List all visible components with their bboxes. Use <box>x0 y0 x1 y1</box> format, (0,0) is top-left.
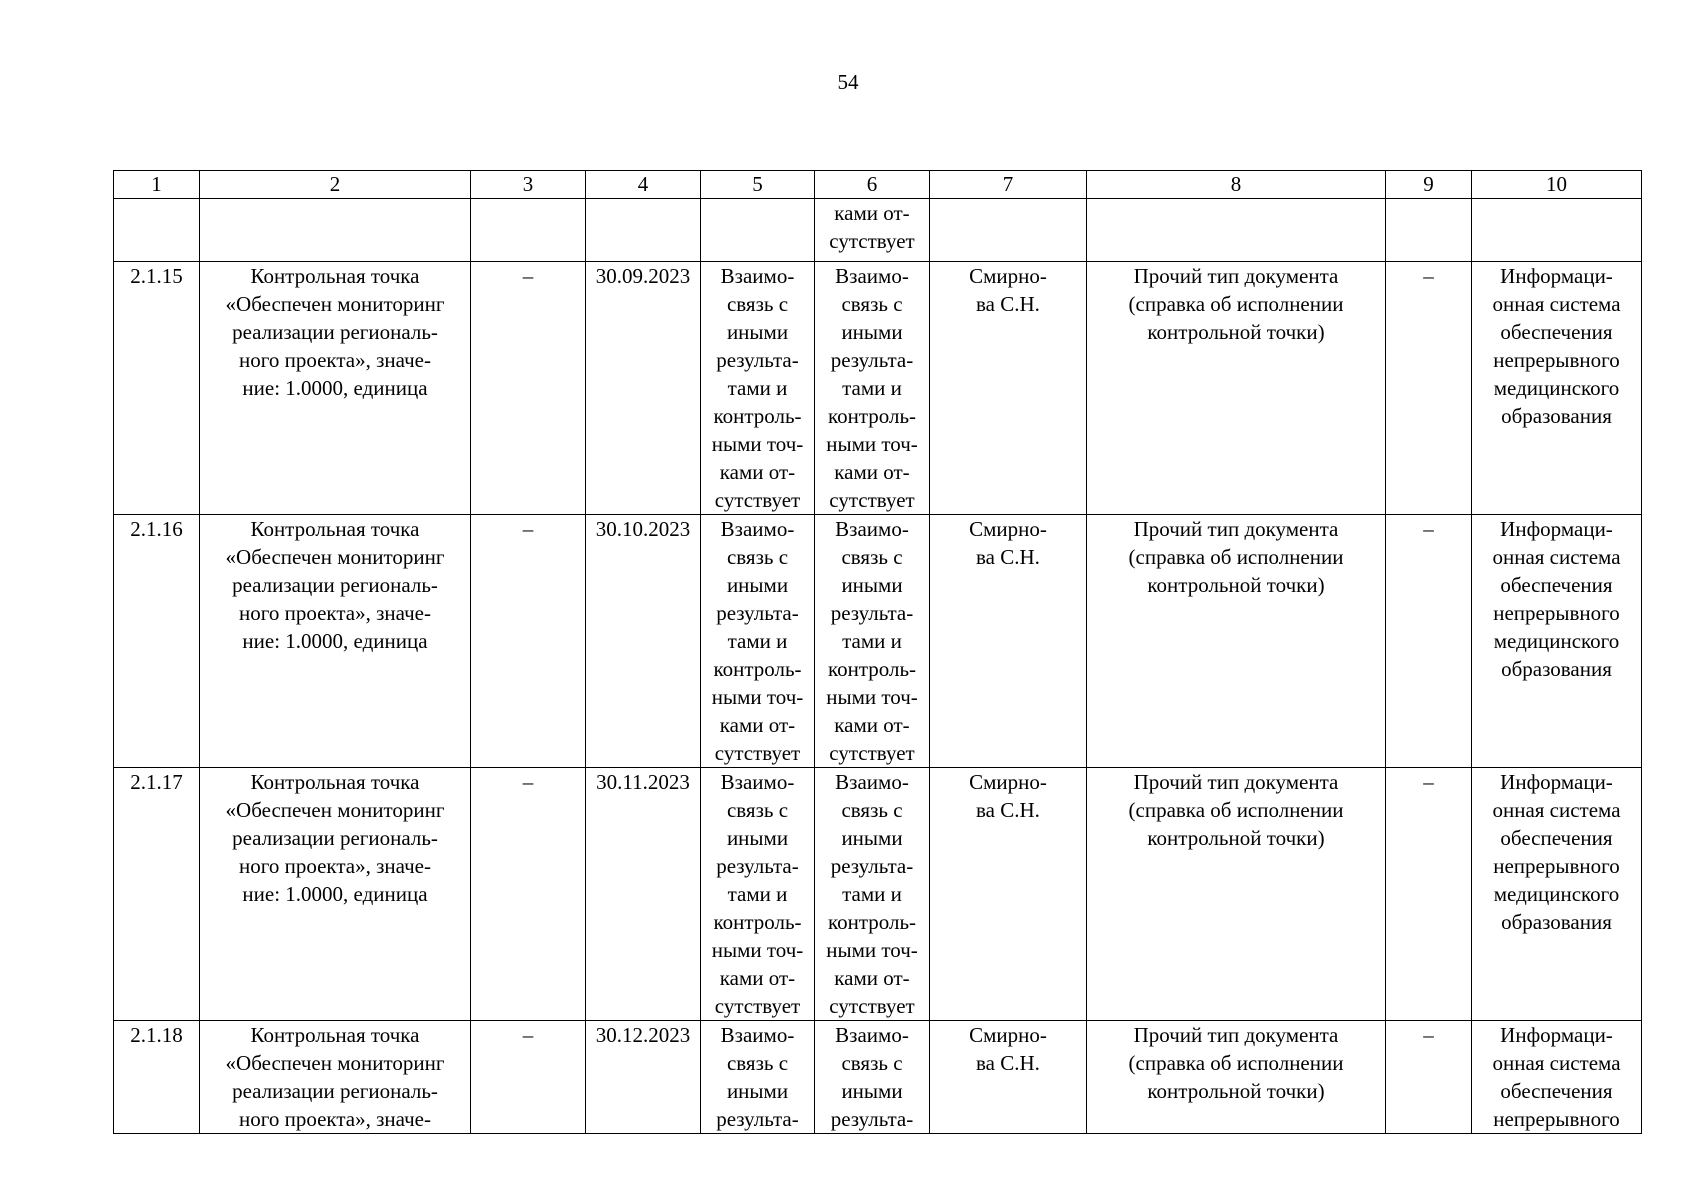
document-type: Прочий тип документа (справка об исполнении контрольной точки) <box>1087 1021 1386 1134</box>
table-cell <box>930 199 1087 262</box>
responsible-person: Смирно- ва С.Н. <box>930 262 1087 515</box>
responsible-person: Смирно- ва С.Н. <box>930 515 1087 768</box>
interrelation-cell: Взаимо- связь с иными результа- тами и контроль- ными точ- ками от- сутствует <box>701 768 815 1021</box>
dash-cell: – <box>1386 1021 1472 1134</box>
plan-table <box>113 170 1642 1134</box>
table-cell <box>586 199 701 262</box>
responsible-person: Смирно- ва С.Н. <box>930 1021 1087 1134</box>
header-cell-6: 6 <box>815 171 930 199</box>
checkpoint-name: Контрольная точка «Обеспечен мониторинг реализации региональ- ного проекта», значе- ние: 1.0000, единица <box>200 515 471 768</box>
table-cell <box>701 199 815 262</box>
row-number: 2.1.15 <box>114 262 200 515</box>
table-row <box>114 515 1642 768</box>
document-type: Прочий тип документа (справка об исполнении контрольной точки) <box>1087 262 1386 515</box>
header-cell-8: 8 <box>1087 171 1386 199</box>
table-row <box>114 262 1642 515</box>
dash-cell: – <box>1386 768 1472 1021</box>
header-cell-5: 5 <box>701 171 815 199</box>
interrelation-cell: Взаимо- связь с иными результа- тами и контроль- ными точ- ками от- сутствует <box>701 515 815 768</box>
interrelation-cell: Взаимо- связь с иными результа- тами и контроль- ными точ- ками от- сутствует <box>815 262 930 515</box>
interrelation-cell: Взаимо- связь с иными результа- тами и контроль- ными точ- ками от- сутствует <box>815 768 930 1021</box>
row-number: 2.1.16 <box>114 515 200 768</box>
checkpoint-name: Контрольная точка «Обеспечен мониторинг реализации региональ- ного проекта», значе- ние: 1.0000, единица <box>200 262 471 515</box>
deadline-date: 30.12.2023 <box>586 1021 701 1134</box>
interrelation-cell: Взаимо- связь с иными результа- тами и контроль- ными точ- ками от- сутствует <box>701 262 815 515</box>
row-number: 2.1.17 <box>114 768 200 1021</box>
header-cell-3: 3 <box>471 171 586 199</box>
document-type: Прочий тип документа (справка об исполнении контрольной точки) <box>1087 515 1386 768</box>
information-system: Информаци- онная система обеспечения непрерывного медицинского образования <box>1472 262 1642 515</box>
information-system: Информаци- онная система обеспечения непрерывного медицинского образования <box>1472 768 1642 1021</box>
table-row-continuation <box>114 199 1642 262</box>
information-system: Информаци- онная система обеспечения непрерывного <box>1472 1021 1642 1134</box>
interrelation-cell: Взаимо- связь с иными результа- тами и контроль- ными точ- ками от- сутствует <box>815 515 930 768</box>
dash-cell: – <box>471 1021 586 1134</box>
interrelation-cell: ками от- сутствует <box>815 199 930 262</box>
row-number: 2.1.18 <box>114 1021 200 1134</box>
table-cell <box>1472 199 1642 262</box>
document-type: Прочий тип документа (справка об исполнении контрольной точки) <box>1087 768 1386 1021</box>
dash-cell: – <box>471 262 586 515</box>
dash-cell: – <box>1386 515 1472 768</box>
header-cell-9: 9 <box>1386 171 1472 199</box>
page-number: 54 <box>837 70 859 94</box>
checkpoint-name: Контрольная точка «Обеспечен мониторинг реализации региональ- ного проекта», значе- ние: 1.0000, единица <box>200 768 471 1021</box>
deadline-date: 30.11.2023 <box>586 768 701 1021</box>
header-cell-1: 1 <box>114 171 200 199</box>
table-row <box>114 1021 1642 1134</box>
header-row <box>114 171 1642 199</box>
responsible-person: Смирно- ва С.Н. <box>930 768 1087 1021</box>
table-row <box>114 768 1642 1021</box>
interrelation-cell: Взаимо- связь с иными результа- <box>701 1021 815 1134</box>
deadline-date: 30.09.2023 <box>586 262 701 515</box>
deadline-date: 30.10.2023 <box>586 515 701 768</box>
header-cell-7: 7 <box>930 171 1087 199</box>
interrelation-cell: Взаимо- связь с иными результа- <box>815 1021 930 1134</box>
information-system: Информаци- онная система обеспечения непрерывного медицинского образования <box>1472 515 1642 768</box>
header-cell-10: 10 <box>1472 171 1642 199</box>
dash-cell: – <box>471 768 586 1021</box>
header-cell-4: 4 <box>586 171 701 199</box>
table-cell <box>114 199 200 262</box>
table-cell <box>200 199 471 262</box>
dash-cell: – <box>471 515 586 768</box>
header-cell-2: 2 <box>200 171 471 199</box>
table-cell <box>1087 199 1386 262</box>
checkpoint-name: Контрольная точка «Обеспечен мониторинг реализации региональ- ного проекта», значе- <box>200 1021 471 1134</box>
table-cell <box>471 199 586 262</box>
dash-cell: – <box>1386 262 1472 515</box>
table-cell <box>1386 199 1472 262</box>
